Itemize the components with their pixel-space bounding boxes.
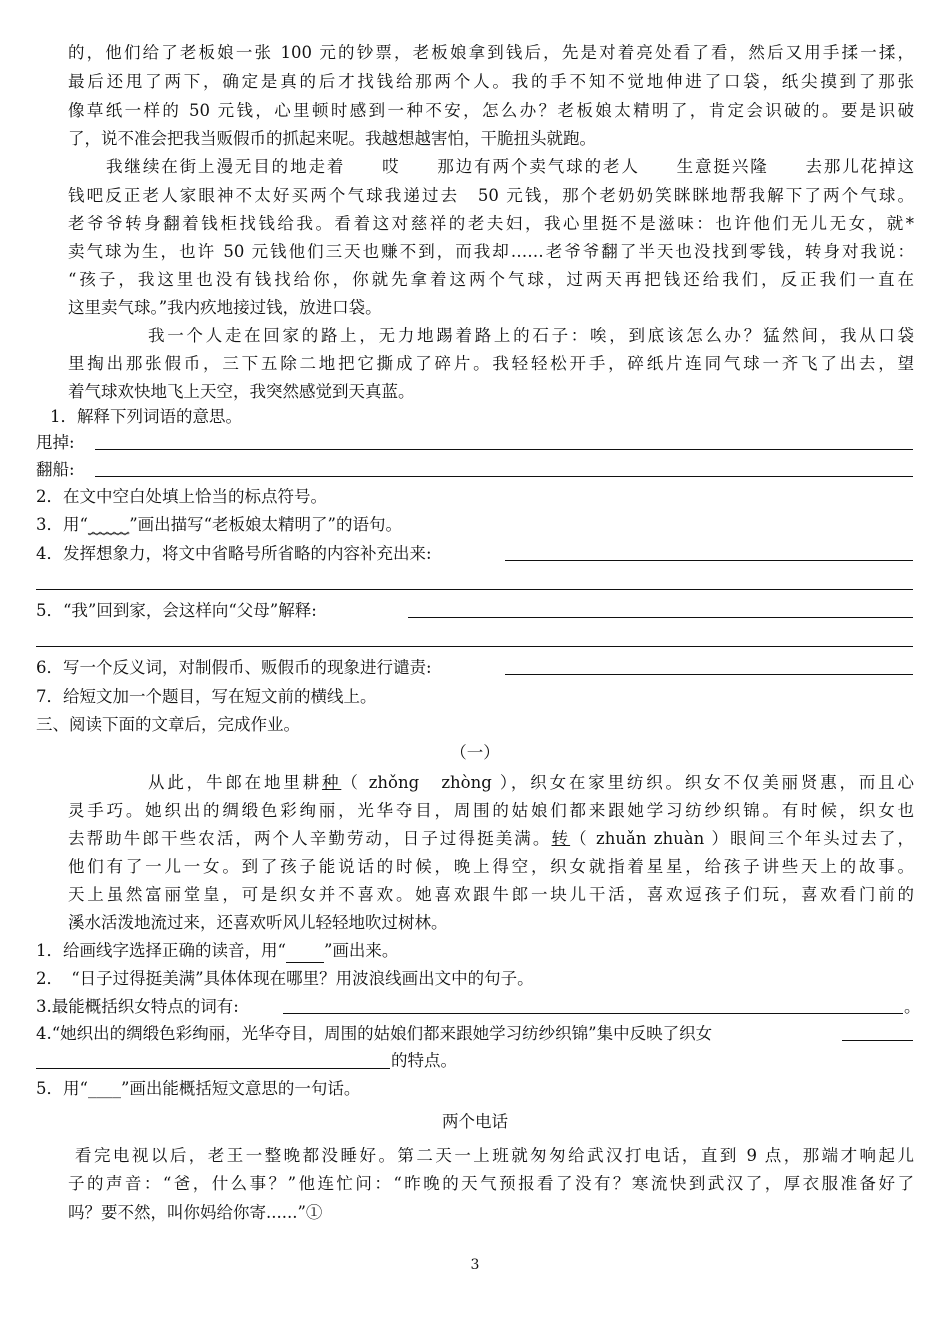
q2-4-suffix: 的特点。 xyxy=(391,1051,457,1070)
story1-line-12: 里掏出那张假币，三下五除二地把它撕成了碎片。我轻轻松开手，碎纸片连同气球一齐飞了出去，望 xyxy=(68,354,914,373)
q2-1-blank[interactable] xyxy=(286,940,324,963)
q4-prompt: 4．发挥想象力，将文中省略号所省略的内容补充出来: xyxy=(36,544,432,563)
q2-3-period: 。 xyxy=(904,997,921,1016)
q3-prompt-a: 3．用“ xyxy=(36,515,88,534)
q2-3-prompt: 3.最能概括织女特点的词有: xyxy=(36,997,239,1016)
story1-line-2: 最后还甩了两下，确定是真的后才找钱给那两个人。我的手不知不觉地伸进了口袋，纸尖摸到了那张 xyxy=(68,72,914,91)
q2-5-marker: ____ xyxy=(87,1079,121,1098)
story1-line-8: 卖气球为生，也许 50 元钱他们三天也赚不到，而我却……老爷爷翻了半天也没找到零钱，转身对我说： xyxy=(68,242,914,261)
story1-line-11: 我一个人走在回家的路上，无力地踢着路上的石子：唉，到底该怎么办？猛然间，我从口袋 xyxy=(148,326,914,345)
s3-line-3-a: 去帮助牛郎干些农活，两个人辛勤劳动，日子过得挺美满。 xyxy=(68,829,552,848)
q3-prompt xyxy=(36,514,402,536)
s3-line-1 xyxy=(148,772,914,794)
q2-1-prompt-b: ”画出来。 xyxy=(323,941,399,960)
s3-line-6: 溪水活泼地流过来，还喜欢听风儿轻轻地吹过树林。 xyxy=(68,913,448,932)
q1-prompt: 1．解释下列词语的意思。 xyxy=(50,407,242,426)
s3-underlined-zhong: 种 xyxy=(321,773,342,792)
section3-part-label: （一） xyxy=(450,743,500,762)
s3-line-5: 天上虽然富丽堂皇，可是织女并不喜欢。她喜欢跟牛郎一块儿干活，喜欢逗孩子们玩，喜欢看门前的 xyxy=(68,885,914,904)
word-label-1: 甩掉: xyxy=(36,433,75,452)
word-label-2: 翻船: xyxy=(36,460,75,479)
s3-underlined-zhuan: 转 xyxy=(551,829,571,848)
story1-line-6: 钱吧反正老人家眼神不太好买两个气球我递过去 50 元钱，那个老奶奶笑眯眯地帮我解下了两个气球。 xyxy=(68,186,914,205)
story1-line-7: 老爷爷转身翻着钱柜找钱给我。看着这对慈祥的老夫妇，我心里挺不是滋味：也许他们无儿无女，就* xyxy=(68,214,914,233)
q2-5-prompt-a: 5．用“ xyxy=(36,1079,88,1098)
story1-line-13: 着气球欢快地飞上天空，我突然感觉到天真蓝。 xyxy=(68,382,415,401)
q7-prompt: 7．给短文加一个题目，写在短文前的横线上。 xyxy=(36,687,377,706)
story1-line-5: 我继续在街上漫无目的地走着 哎 那边有两个卖气球的老人 生意挺兴隆 去那儿花掉这 xyxy=(106,157,914,176)
story1-line-9: “孩子，我这里也没有钱找给你，你就先拿着这两个气球，过两天再把钱还给我们，反正我们一直在 xyxy=(68,270,914,289)
s3-line-1-b: （ zhǒng zhòng ），织女在家里纺织。织女不仅美丽贤惠，而且心 xyxy=(341,773,915,792)
s3-line-3-b: （ zhuǎn zhuàn ）眼间三个年头过去了， xyxy=(570,829,915,848)
q2-prompt: 2．在文中空白处填上恰当的标点符号。 xyxy=(36,487,327,506)
q3-prompt-b: ”画出描写“老板娘太精明了”的语句。 xyxy=(129,515,402,534)
section3-heading: 三、阅读下面的文章后，完成作业。 xyxy=(36,715,300,734)
story1-line-4: 了，说不准会把我当贩假币的抓起来呢。我越想越害怕，干脆扭头就跑。 xyxy=(68,129,596,148)
answer-line-word-2[interactable] xyxy=(95,476,913,477)
story2-line-1: 看完电视以后，老王一整晚都没睡好。第二天一上班就匆匆给武汉打电话，直到 9 点，那端才响起儿 xyxy=(75,1146,914,1165)
q5-prompt: 5．“我”回到家，会这样向“父母”解释: xyxy=(36,601,317,620)
answer-line-q6[interactable] xyxy=(505,674,913,675)
story1-line-1: 的，他们给了老板娘一张 100 元的钞票，老板娘拿到钱后，先是对着亮处看了看，然后又用手揉一揉， xyxy=(68,43,914,62)
answer-line-q5b[interactable] xyxy=(36,646,913,647)
story1-line-3: 像草纸一样的 50 元钱，心里顿时感到一种不安，怎么办？老板娘太精明了，肯定会识破的。要是识破 xyxy=(68,101,914,120)
answer-line-q2-3[interactable] xyxy=(283,1013,903,1014)
q2-1-prompt-a: 1．给画线字选择正确的读音，用“ xyxy=(36,941,286,960)
page-number: 3 xyxy=(470,1257,480,1273)
q2-4-prompt: 4.“她织出的绸缎色彩绚丽，光华夺目，周围的姑娘们都来跟她学习纺纱织锦”集中反映了织女 xyxy=(36,1024,713,1043)
q2-2-prompt: 2． “日子过得挺美满”具体体现在哪里？用波浪线画出文中的句子。 xyxy=(36,969,534,988)
answer-line-q4a[interactable] xyxy=(505,560,913,561)
answer-line-q5a[interactable] xyxy=(408,617,913,618)
s3-line-1-a: 从此，牛郎在地里耕 xyxy=(148,773,322,792)
answer-line-q2-4a[interactable] xyxy=(842,1040,913,1041)
answer-line-q2-4b[interactable] xyxy=(36,1068,390,1069)
story2-title: 两个电话 xyxy=(442,1112,508,1131)
story2-line-3: 吗？要不然，叫你妈给你寄......”① xyxy=(68,1203,323,1222)
story1-line-10: 这里卖气球。”我内疚地接过钱，放进口袋。 xyxy=(68,298,382,317)
story2-line-2: 子的声音：“爸，什么事？”他连忙问：“昨晚的天气预报看了没有？寒流快到武汉了，厚衣服准备好了 xyxy=(68,1174,914,1193)
s3-line-4: 他们有了一儿一女。到了孩子能说话的时候，晚上得空，织女就指着星星，给孩子讲些天上的故事。 xyxy=(68,857,914,876)
s3-line-3 xyxy=(68,828,914,850)
q3-wavy-marker: _____ xyxy=(87,515,130,534)
q6-prompt: 6．写一个反义词，对制假币、贩假币的现象进行谴责: xyxy=(36,658,432,677)
q2-1-prompt xyxy=(36,940,398,963)
answer-line-q4b[interactable] xyxy=(36,589,913,590)
answer-line-word-1[interactable] xyxy=(95,449,913,450)
q2-5-prompt xyxy=(36,1078,360,1100)
q2-5-prompt-b: ”画出能概括短文意思的一句话。 xyxy=(120,1079,361,1098)
s3-line-2: 灵手巧。她织出的绸缎色彩绚丽，光华夺目，周围的姑娘们都来跟她学习纺纱织锦。有时候，织女也 xyxy=(68,801,914,820)
